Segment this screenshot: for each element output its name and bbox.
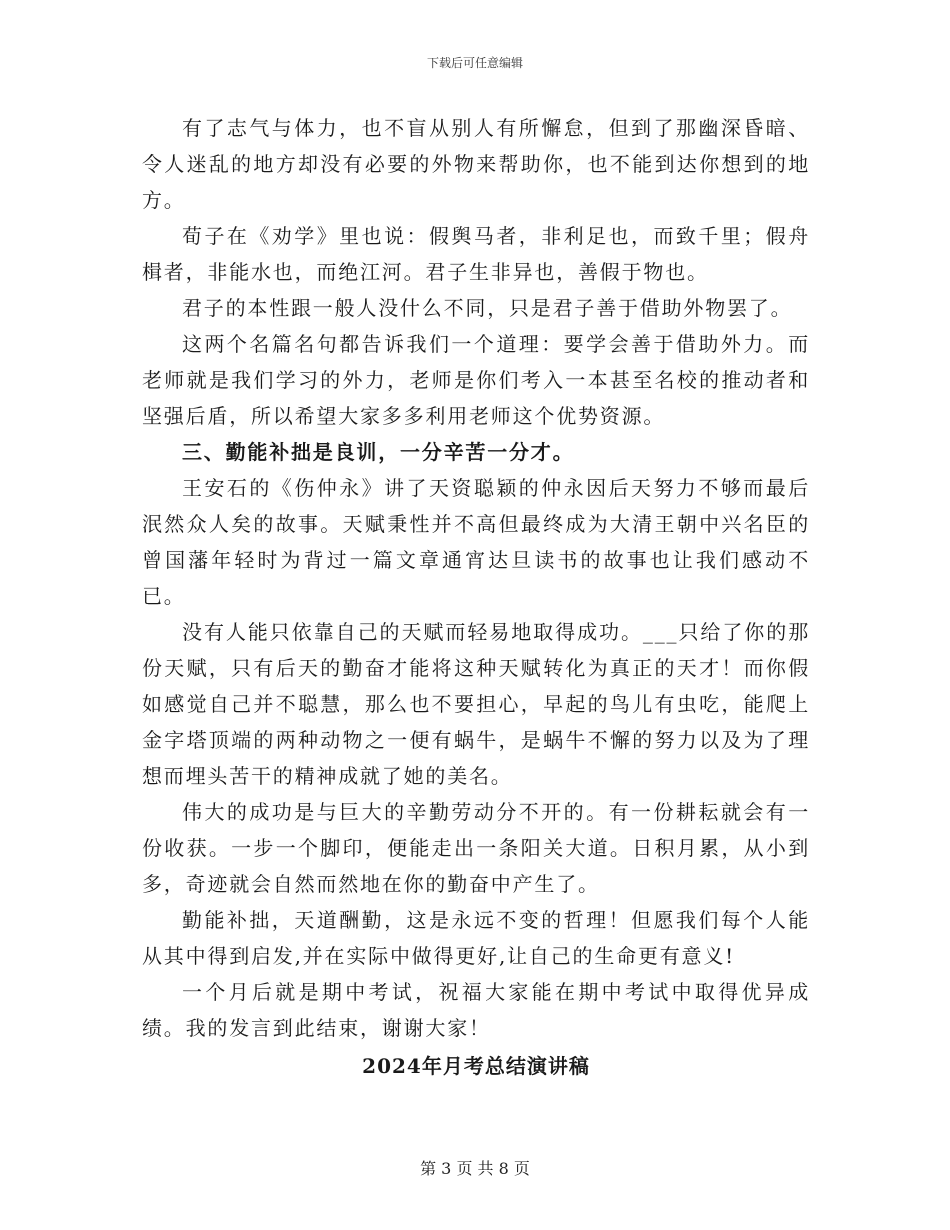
paragraph-5: 王安石的《伤仲永》讲了天资聪颖的仲永因后天努力不够而最后泯然众人矣的故事。天赋秉性并不高但最终成为大清王朝中兴名臣的曾国藩年轻时为背过一篇文章通宵达旦读书的故事也让我们感动不已。 xyxy=(142,476,810,608)
paragraph-1: 有了志气与体力，也不盲从别人有所懈怠，但到了那幽深昏暗、令人迷乱的地方却没有必要的外物来帮助你，也不能到达你想到的地方。 xyxy=(142,116,810,212)
paragraph-3: 君子的本性跟一般人没什么不同，只是君子善于借助外物罢了。 xyxy=(182,296,793,320)
page-number: 第 3 页 共 8 页 xyxy=(420,1159,530,1178)
paragraph-9: 一个月后就是期中考试，祝福大家能在期中考试中取得优异成绩。我的发言到此结束，谢谢大家！ xyxy=(142,980,810,1040)
page-header: 下载后可任意编辑 xyxy=(426,56,523,70)
document-body xyxy=(142,110,810,1084)
paragraph-6: 没有人能只依靠自己的天赋而轻易地取得成功。___只给了你的那份天赋，只有后天的勤奋才能将这种天赋转化为真正的天才！而你假如感觉自己并不聪慧，那么也不要担心，早起的鸟儿有虫吃，能爬上金字塔顶端的两种动物之一便有蜗牛，是蜗牛不懈的努力以及为了理想而埋头苦干的精神成就了她的美名。 xyxy=(142,620,810,788)
next-document-title: 2024年月考总结演讲稿 xyxy=(362,1054,590,1078)
paragraph-2: 荀子在《劝学》里也说：假舆马者，非利足也，而致千里；假舟楫者，非能水也，而绝江河。君子生非异也，善假于物也。 xyxy=(142,224,810,284)
paragraph-7: 伟大的成功是与巨大的辛勤劳动分不开的。有一份耕耘就会有一份收获。一步一个脚印，便能走出一条阳关大道。日积月累，从小到多，奇迹就会自然而然地在你的勤奋中产生了。 xyxy=(142,800,810,896)
paragraph-8: 勤能补拙，天道酬勤，这是永远不变的哲理！但愿我们每个人能从其中得到启发,并在实际中做得更好,让自己的生命更有意义! xyxy=(142,908,810,968)
section-heading: 三、勤能补拙是良训，一分辛苦一分才。 xyxy=(182,440,575,464)
paragraph-4: 这两个名篇名句都告诉我们一个道理：要学会善于借助外力。而老师就是我们学习的外力，老师是你们考入一本甚至名校的推动者和坚强后盾，所以希望大家多多利用老师这个优势资源。 xyxy=(142,332,810,428)
